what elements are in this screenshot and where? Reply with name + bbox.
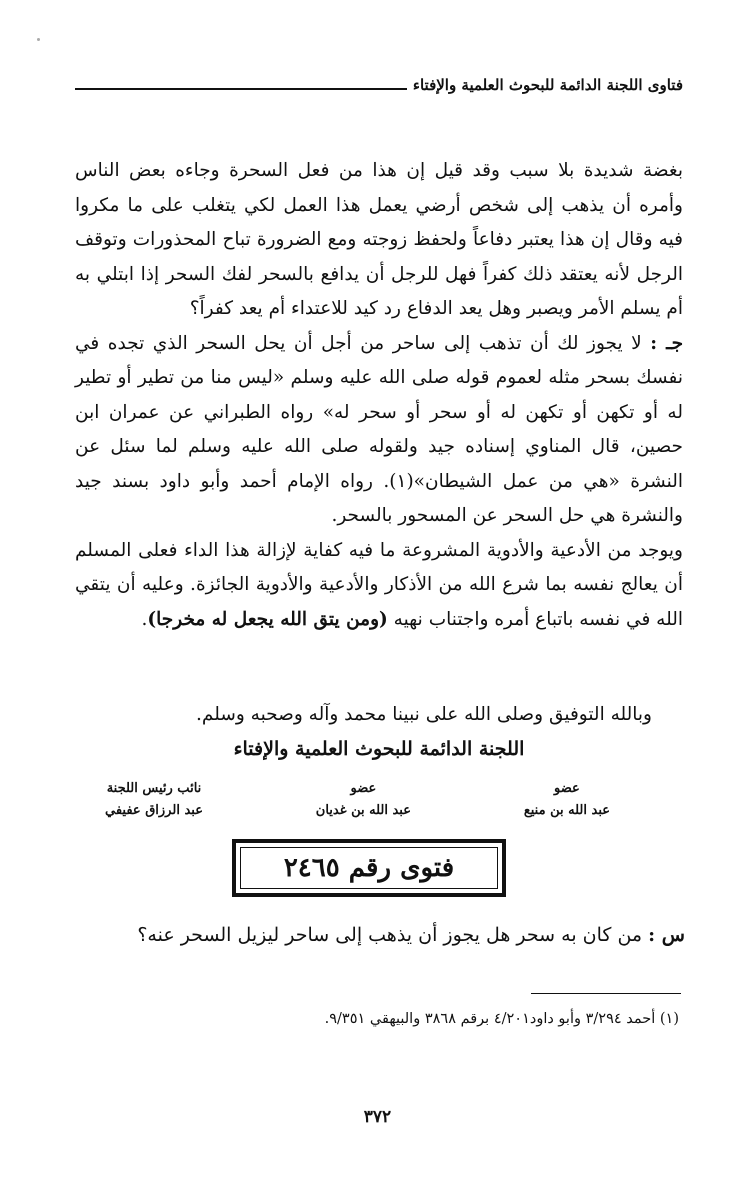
signer-role: نائب رئيس اللجنة [106,781,202,796]
footnote-separator [531,993,681,994]
fatwa-number-box [232,839,506,897]
signer-name: عبد الرزاق عفيفي [105,803,203,818]
signer-block [524,778,610,822]
page-number: ٣٧٢ [363,1107,392,1127]
fatwa-body [75,154,683,637]
question-label: س : [648,924,685,946]
footnote: (١) أحمد ٣/٢٩٤ وأبو داود٤/٢٠١ برقم ٣٨٦٨ والبيهقي ٩/٣٥١. [324,1011,679,1027]
header-title: فتاوى اللجنة الدائمة للبحوث العلمية والإفتاء [412,76,683,94]
quran-verse: (ومن يتق الله يجعل له مخرجا) [147,608,388,630]
answer-text: لا يجوز لك أن تذهب إلى ساحر من أجل أن يحل السحر الذي تجده في نفسك بسحر مثله لعموم قوله صلى الله عليه وسلم «ليس منا من تطير أو تطير له أو تكهن أو تكهن له أو سحر أو سحر له» رواه الطبراني عن عمران ابن حصين، قال المناوي إسناده جيد ولقوله صلى الله عليه وسلم لما سئل عن النشرة «هي من عمل الشيطان»(١). رواه الإمام أحمد وأبو داود بسند جيد والنشرة هي حل السحر عن المسحور بالسحر. [75,332,683,526]
scan-speck [37,38,40,41]
question-text: من كان به سحر هل يجوز أن يذهب إلى ساحر ليزيل السحر عنه؟ [137,924,643,946]
signer-name: عبد الله بن منيع [523,803,610,818]
signer-block [105,778,203,822]
signer-name: عبد الله بن غديان [315,803,411,818]
question-continuation: بغضة شديدة بلا سبب وقد قيل إن هذا من فعل السحرة وجاءه بعض الناس وأمره أن يذهب إلى شخص أرضي يعمل هذا العمل لكي يتغلب على ما مكروا فيه وقال إن هذا يعتبر دفاعاً ولحفظ زوجته ومع الضرورة تباح المحذورات وتوقف الرجل لأنه يعتقد ذلك كفراً فهل للرجل أن يدافع بالسحر لفك السحر إذا ابتلي به أم يسلم الأمر ويصبر وهل يعد الدفاع رد كيد للاعتداء أم يعد كفراً؟ [75,160,683,319]
signers-row [105,778,610,822]
signer-role: عضو [554,781,580,796]
signer-block [316,778,411,822]
answer-label: جـ : [650,332,683,354]
closing-line: وبالله التوفيق وصلى الله على نبينا محمد وآله وصحبه وسلم. [196,704,652,725]
remedy-end: . [141,608,148,630]
running-header [75,68,683,94]
new-question [137,924,685,946]
remedy-paragraph [75,534,683,638]
remedy-text: ويوجد من الأدعية والأدوية المشروعة ما فيه كفاية لإزالة هذا الداء فعلى المسلم أن يعالج نفسه بما شرع الله من الأذكار والأدعية والأدوية الجائزة. وعليه أن يتقي الله في نفسه باتباع أمره واجتناب نهيه [75,539,683,630]
header-rule [75,88,407,90]
committee-name: اللجنة الدائمة للبحوث العلمية والإفتاء [233,738,525,760]
fatwa-number: فتوى رقم ٢٤٦٥ [283,853,455,883]
answer-paragraph [75,327,683,534]
signer-role: عضو [350,781,377,796]
